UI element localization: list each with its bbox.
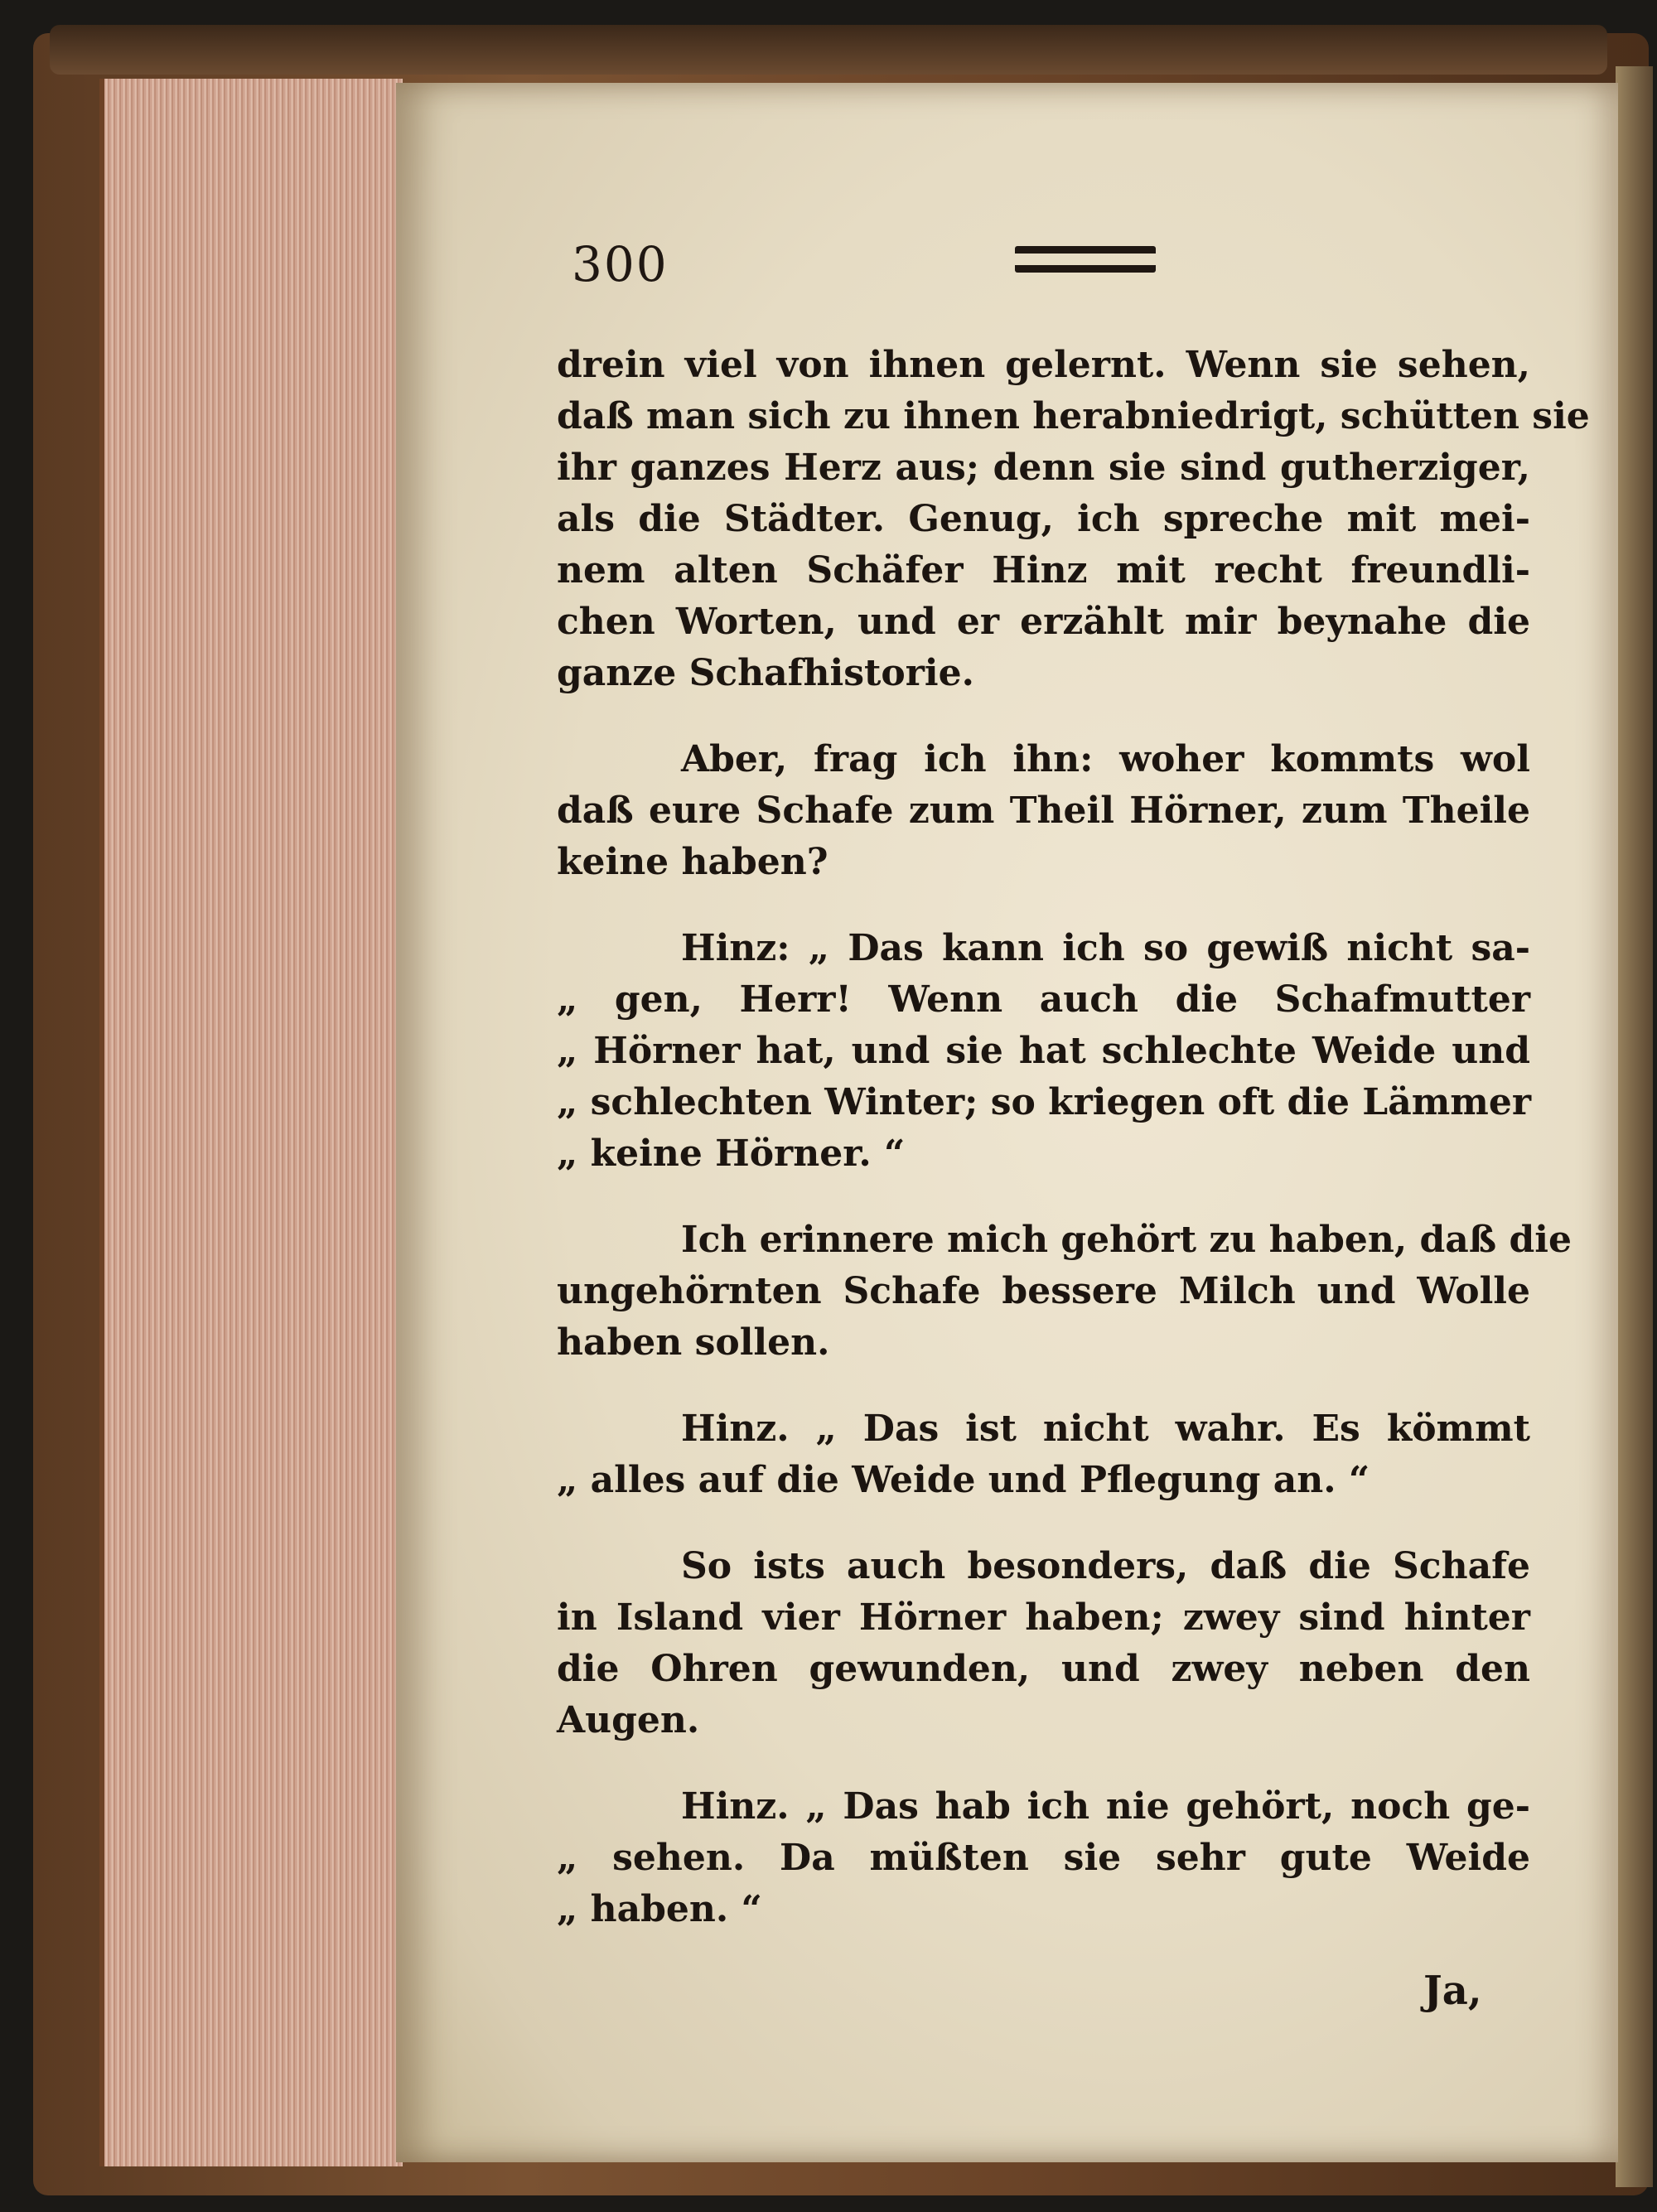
text-line: „ Hörner hat, und sie hat schlechte Weide und — [557, 1030, 1530, 1072]
text-line: haben sollen. — [557, 1321, 830, 1364]
text-line: ihr ganzes Herz aus; denn sie sind gutherziger, — [557, 447, 1530, 489]
page-gutter — [1616, 66, 1653, 2187]
text-line: drein viel von ihnen gelernt. Wenn sie sehen, — [557, 344, 1530, 386]
text-line: ganze Schafhistorie. — [557, 652, 974, 694]
page-text — [557, 340, 1590, 1935]
page-header — [572, 236, 1483, 294]
catchword: Ja, — [1423, 1968, 1482, 2014]
text-line: die Ohren gewunden, und zwey neben den — [557, 1648, 1530, 1690]
text-line: in Island vier Hörner haben; zwey sind hinter — [557, 1596, 1530, 1639]
text-line: daß eure Schafe zum Theil Hörner, zum Theile — [557, 790, 1530, 832]
text-line: Augen. — [557, 1699, 700, 1741]
text-line: „ haben. “ — [557, 1888, 762, 1930]
text-line: „ alles auf die Weide und Pflegung an. “ — [557, 1459, 1370, 1501]
text-line: Ich erinnere mich gehört zu haben, daß die — [681, 1219, 1572, 1261]
page-number: 300 — [572, 236, 669, 292]
text-line: Aber, frag ich ihn: woher kommts wol — [681, 738, 1530, 780]
text-line: als die Städter. Genug, ich spreche mit mei- — [557, 498, 1530, 540]
text-line: chen Worten, und er erzählt mir beynahe die — [557, 601, 1530, 643]
book-spine-top — [50, 25, 1607, 75]
text-line: So ists auch besonders, daß die Schafe — [681, 1545, 1530, 1587]
text-line: Hinz: „ Das kann ich so gewiß nicht sa- — [681, 927, 1530, 969]
text-line: Hinz. „ Das hab ich nie gehört, noch ge- — [681, 1785, 1530, 1828]
text-line: „ sehen. Da müßten sie sehr gute Weide — [557, 1837, 1530, 1879]
text-line: „ gen, Herr! Wenn auch die Schafmutter — [557, 978, 1530, 1021]
text-line: Hinz. „ Das ist nicht wahr. Es kömmt — [681, 1408, 1530, 1450]
text-line: daß man sich zu ihnen herabniedrigt, schütten sie — [557, 395, 1590, 437]
text-line: nem alten Schäfer Hinz mit recht freundli- — [557, 549, 1530, 592]
text-line: „ keine Hörner. “ — [557, 1133, 906, 1175]
text-line: ungehörnten Schafe bessere Milch und Wolle — [557, 1270, 1530, 1312]
text-line: „ schlechten Winter; so kriegen oft die Lämmer — [557, 1081, 1532, 1123]
page-edges — [99, 79, 403, 2166]
header-ornament — [1015, 246, 1156, 273]
text-line: keine haben? — [557, 841, 828, 883]
